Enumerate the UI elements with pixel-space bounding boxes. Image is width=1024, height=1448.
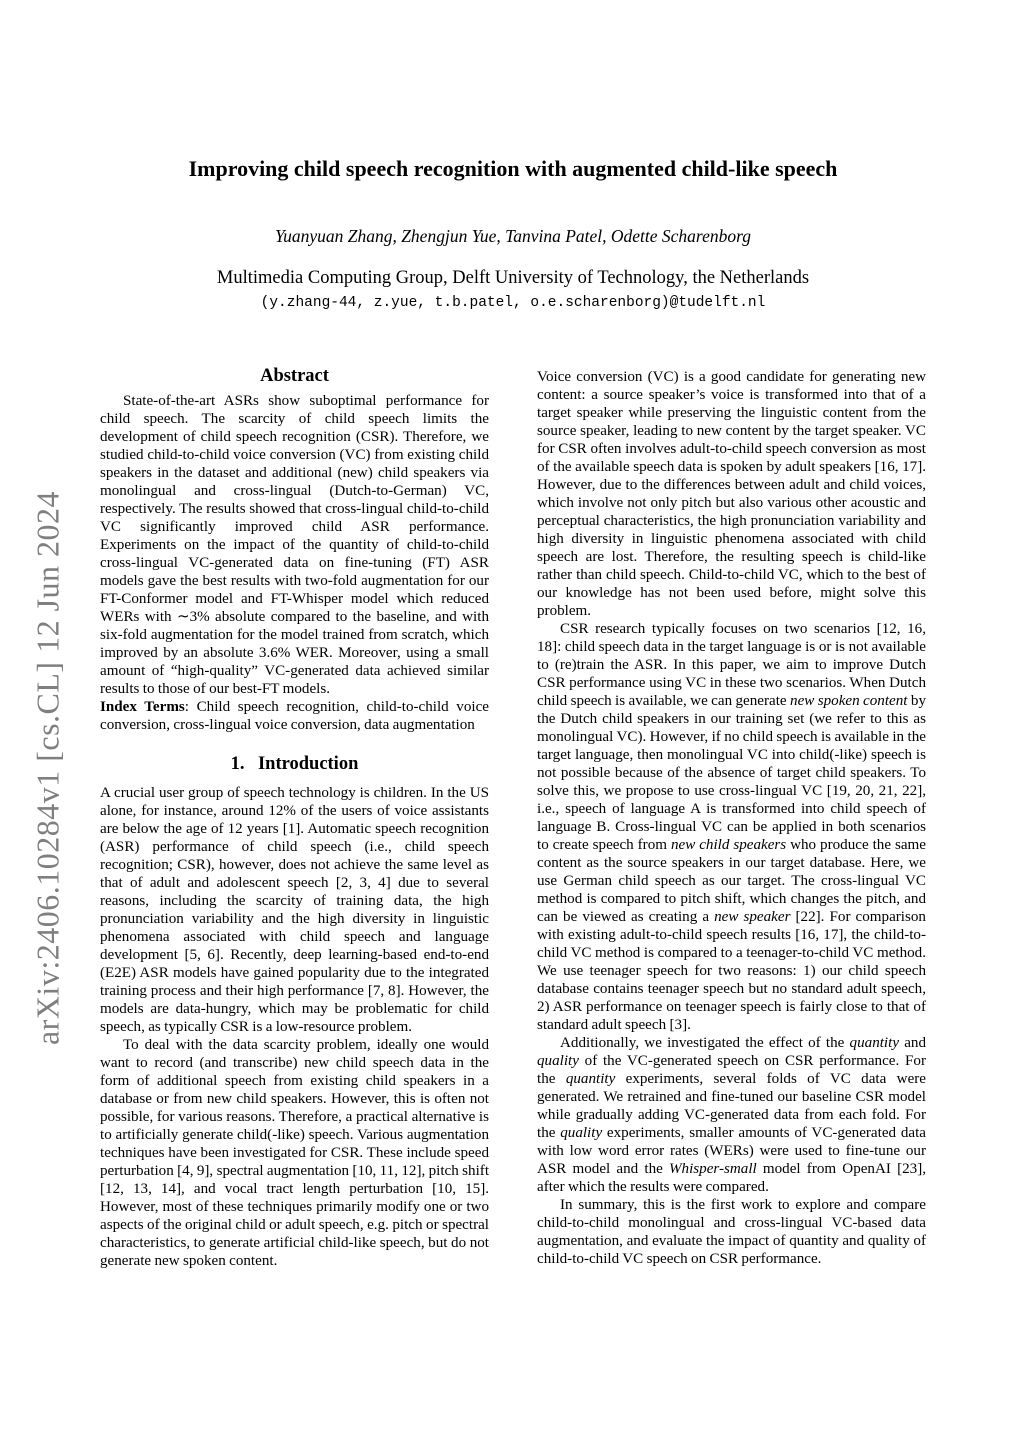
index-terms-list: : Child speech recognition, child-to-child voice conversion, cross-lingual voice conversion, data augmentation <box>100 699 489 734</box>
intro-paragraph-4: CSR research typically focuses on two scenarios [12, 16, 18]: child speech data in the target language is or is not available to (re)train the ASR. In this paper, we aim to improve Dutch CSR performance using VC in these two scenarios. When Dutch child speech is available, we can generate new spoken content by the Dutch child speakers in our training set (we refer to this as monolingual VC). However, if no child speech is available in the target language, then monolingual VC into child(-like) speech is not possible because of the absence of target child speakers. To solve this, we propose to use cross-lingual VC [19, 20, 21, 22], i.e., speech of language A is transformed into child speech of language B. Cross-lingual VC can be applied in both scenarios to create speech from new child speakers who produce the same content as the source speakers in our target database. Here, we use German child speech as our target. The cross-lingual VC method is compared to pitch shift, which changes the pitch, and can be viewed as creating a new speaker [22]. For comparison with existing adult-to-child speech results [16, 17], the child-to-child VC method is compared to a teenager-to-child VC method. We use teenager speech for two reasons: 1) our child speech database contains teenager speech but no standard adult speech, 2) ASR performance on teenager speech is fairly close to that of standard adult speech [3]. <box>537 621 926 1034</box>
paper-title: Improving child speech recognition with augmented child-like speech <box>188 156 838 181</box>
index-terms-label: Index Terms <box>100 699 185 716</box>
arxiv-watermark: arXiv:2406.10284v1 [cs.CL] 12 Jun 2024 <box>29 490 66 1046</box>
intro-paragraph-1: A crucial user group of speech technology is children. In the US alone, for instance, around 12% of the users of voice assistants are below the age of 12 years [1]. Automatic speech recognition (ASR) performance of child speech (i.e., child speech recognition; CSR), however, does not achieve the same level as that of adult and adolescent speech [2, 3, 4] due to several reasons, including the scarcity of training data, the high pronunciation variability and the high diversity in linguistic phenomena associated with child speech and language development [5, 6]. Recently, deep learning-based end-to-end (E2E) ASR models have gained popularity due to the integrated training process and their high performance [7, 8]. However, the models are data-hungry, which may be problematic for child speech, as typically CSR is a low-resource problem. <box>100 785 489 1036</box>
index-terms <box>100 698 489 734</box>
right-column <box>537 365 926 1270</box>
intro-paragraph-2: To deal with the data scarcity problem, ideally one would want to record (and transcribe) new child speech data in the form of additional speech from existing child speakers in a database or from new child speakers. However, this is often not possible, for various reasons. Therefore, a practical alternative is to artificially generate child(-like) speech. Various augmentation techniques have been investigated for CSR. These include speed perturbation [4, 9], spectral augmentation [10, 11, 12], pitch shift [12, 13, 14], and vocal tract length perturbation [10, 15]. However, most of these techniques primarily modify one or two aspects of the original child or adult speech, e.g. pitch or spectral characteristics, to generate artificial child-like speech, but do not generate new spoken content. <box>100 1037 490 1270</box>
intro-paragraph-5: Additionally, we investigated the effect of the quantity and quality of the VC-generated speech on CSR performance. For the quantity experiments, several folds of VC data were generated. We retrained and fine-tuned our baseline CSR model while gradually adding VC-generated data from each fold. For the quality experiments, smaller amounts of VC-generated data with low word error rates (WERs) were used to fine-tune our ASR model and the Whisper-small model from OpenAI [23], after which the results were compared. <box>537 1035 927 1196</box>
intro-paragraph-3: Voice conversion (VC) is a good candidate for generating new content: a source speaker’s voice is transformed into that of a target speaker while preserving the linguistic content from the source speaker, leading to new content by the target speaker. VC for CSR often involves adult-to-child speech conversion as most of the available speech data is spoken by adult speakers [16, 17]. However, due to the differences between adult and child voices, which involve not only pitch but also various other acoustic and perceptual characteristics, the high pronunciation variability and high diversity in linguistic phenomena associated with child speech are lost. Therefore, the resulting speech is child-like rather than child speech. Child-to-child VC, which to the best of our knowledge has not been used before, might solve this problem. <box>537 369 926 620</box>
paper-authors: Yuanyuan Zhang, Zhengjun Yue, Tanvina Patel, Odette Scharenborg <box>274 226 752 247</box>
two-column-body <box>100 365 926 1270</box>
paper-email: (y.zhang-44, z.yue, t.b.patel, o.e.scharenborg)@tudelft.nl <box>260 295 766 312</box>
paper-content <box>100 0 926 1270</box>
intro-paragraph-6: In summary, this is the first work to explore and compare child-to-child monolingual and cross-lingual VC-based data augmentation, and evaluate the impact of quantity and quality of child-to-child VC speech on CSR performance. <box>537 1197 926 1268</box>
abstract-text: State-of-the-art ASRs show suboptimal performance for child speech. The scarcity of child speech limits the development of child speech recognition (CSR). Therefore, we studied child-to-child voice conversion (VC) from existing child speakers in the dataset and additional (new) child speakers via monolingual and cross-lingual (Dutch-to-German) VC, respectively. The results showed that cross-lingual child-to-child VC significantly improved child ASR performance. Experiments on the impact of the quantity of child-to-child cross-lingual VC-generated data on fine-tuning (FT) ASR models gave the best results with two-fold augmentation for our FT-Conformer model and FT-Whisper model which reduced WERs with ∼3% absolute compared to the baseline, and with six-fold augmentation for the model trained from scratch, which improved by an absolute 3.6% WER. Moreover, using a small amount of “high-quality” VC-generated data achieved similar results to those of our best-FT models. <box>100 393 489 698</box>
left-column <box>100 365 489 1270</box>
paper-affiliation: Multimedia Computing Group, Delft University of Technology, the Netherlands <box>216 268 810 289</box>
section-heading-introduction: 1. Introduction <box>230 754 359 775</box>
abstract-heading: Abstract <box>260 366 329 387</box>
